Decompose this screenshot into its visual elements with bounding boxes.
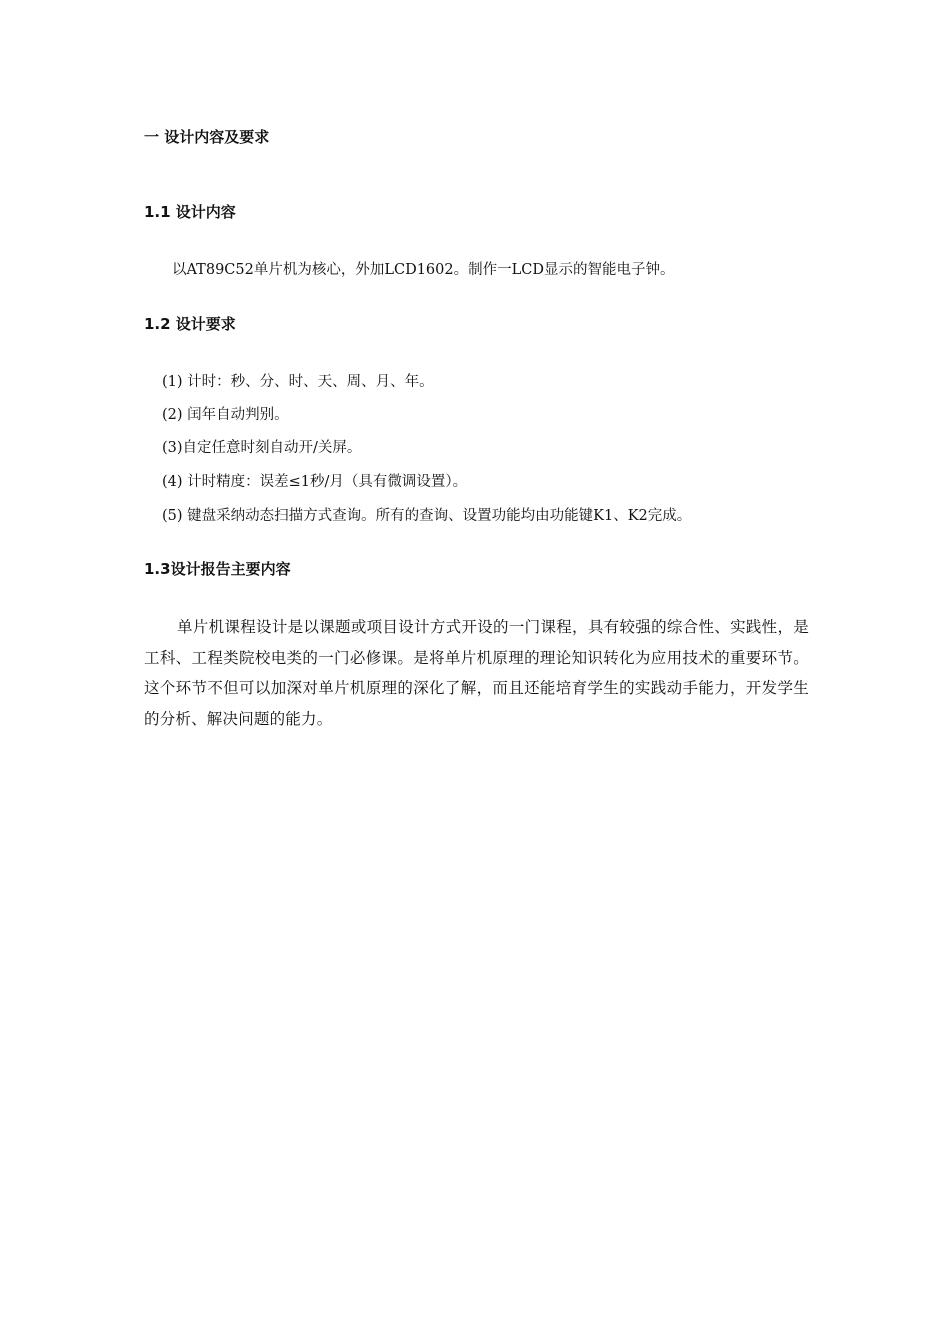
section-heading-1-1: 1.1 设计内容 <box>144 203 236 221</box>
section-heading-1: 一 设计内容及要求 <box>144 128 270 146</box>
requirement-item-4: (4) 计时精度：误差≤1秒/月（具有微调设置）。 <box>162 474 468 490</box>
section-heading-1-2: 1.2 设计要求 <box>144 315 236 333</box>
requirement-item-3: (3)自定任意时刻自动开/关屏。 <box>162 440 362 456</box>
requirement-item-1: (1) 计时：秒、分、时、天、周、月、年。 <box>162 374 434 390</box>
report-content-paragraph: 单片机课程设计是以课题或项目设计方式开设的一门课程，具有较强的综合性、实践性，是工科、工程类院校电类的一门必修课。是将单片机原理的理论知识转化为应用技术的重要环节。这个环节不但可以加深对单片机原理的深化了解，而且还能培育学生的实践动手能力，开发学生的分析、解决问题的能力。 <box>144 618 809 728</box>
design-content-text: 以AT89C52单片机为核心，外加LCD1602。制作一LCD显示的智能电子钟。 <box>172 262 675 278</box>
section-heading-1-3: 1.3设计报告主要内容 <box>144 560 291 578</box>
requirement-item-5: (5) 键盘采纳动态扫描方式查询。所有的查询、设置功能均由功能键K1、K2完成。 <box>162 508 692 524</box>
requirement-item-2: (2) 闰年自动判别。 <box>162 407 289 423</box>
